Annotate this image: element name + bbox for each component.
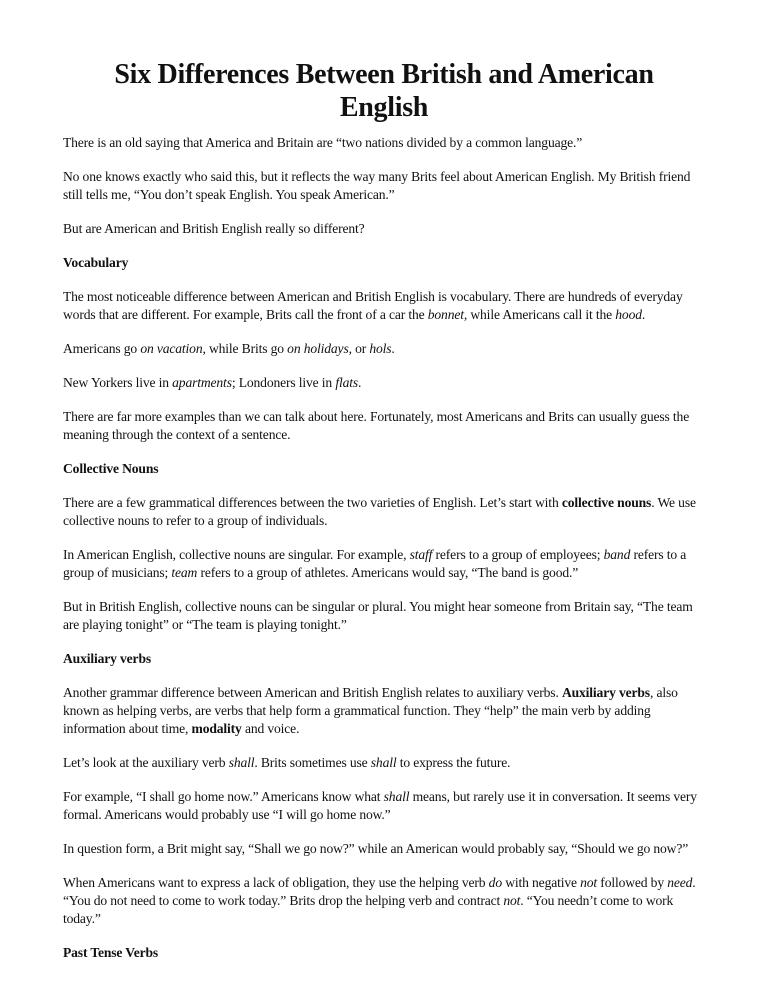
text-run: There are a few grammatical differences between the two varieties of English. Let’s start with (63, 495, 562, 510)
bold-term: collective nouns (561, 495, 652, 510)
text-run: . We use collective nouns to refer to a group of individuals. (63, 495, 696, 528)
paragraph-collective-british: But in British English, collective nouns can be singular or plural. You might hear someone from Britain say, “The team are playing tonight” or “The team is playing tonight.” (63, 599, 693, 632)
paragraph-intro-quote: No one knows exactly who said this, but it reflects the way many Brits feel about American English. My British friend still tells me, “You don’t speak English. You speak American.” (63, 169, 691, 202)
document-page (63, 58, 705, 978)
paragraph-auxiliary-intro (63, 684, 705, 738)
italic-term: bonnet (427, 307, 464, 322)
italic-term: staff (409, 547, 433, 562)
paragraph-intro-question: But are American and British English really so different? (63, 221, 365, 236)
text-run: For example, “I shall go home now.” Americans know what (63, 789, 384, 804)
paragraph-shall-example (63, 788, 705, 824)
text-run: , while Brits go (202, 341, 288, 356)
text-run: New Yorkers live in (63, 375, 173, 390)
text-run: Another grammar difference between American and British English relates to auxiliary verbs. (63, 685, 562, 700)
text-run: , while Americans call it the (463, 307, 616, 322)
text-run: . Brits sometimes use (254, 755, 371, 770)
paragraph-obligation (63, 874, 705, 928)
text-run: . (391, 341, 395, 356)
text-run: and voice. (241, 721, 300, 736)
bold-term: modality (191, 721, 242, 736)
paragraph-collective-american (63, 546, 705, 582)
italic-term: band (603, 547, 631, 562)
text-run: to express the future. (396, 755, 511, 770)
paragraph-question-form: In question form, a Brit might say, “Shall we go now?” while an American would probably say, “Should we go now?” (63, 841, 689, 856)
section-heading-vocabulary: Vocabulary (63, 255, 129, 270)
italic-term: need (667, 875, 693, 890)
text-run: . “You do not need to come to work today.” Brits drop the helping verb and contract (63, 875, 696, 908)
paragraph-vacation (63, 340, 705, 358)
italic-term: do (488, 875, 502, 890)
italic-term: team (171, 565, 198, 580)
italic-term: shall (370, 755, 397, 770)
text-run: In American English, collective nouns are singular. For example, (63, 547, 410, 562)
italic-term: hood (615, 307, 642, 322)
text-run: refers to a group of musicians; (63, 547, 687, 580)
text-run: followed by (597, 875, 668, 890)
document-title: Six Differences Between British and American English (114, 59, 654, 123)
section-heading-auxiliary-verbs: Auxiliary verbs (63, 651, 151, 666)
text-run: , also known as helping verbs, are verbs that help form a grammatical function. They “help” the main verb by adding information about time, (63, 685, 678, 736)
section-heading-collective-nouns: Collective Nouns (63, 461, 159, 476)
text-run: with negative (501, 875, 581, 890)
section-heading-past-tense-verbs: Past Tense Verbs (63, 945, 159, 960)
text-run: The most noticeable difference between American and British English is vocabulary. There are hundreds of everyday words that are different. For example, Brits call the front of a car the (63, 289, 683, 322)
paragraph-vocabulary (63, 288, 705, 324)
italic-term: flats (335, 375, 358, 390)
paragraph-apartments (63, 374, 705, 392)
paragraph-more-examples: There are far more examples than we can talk about here. Fortunately, most Americans and Brits can usually guess the meaning through the context of a sentence. (63, 409, 690, 442)
text-run: refers to a group of employees; (432, 547, 604, 562)
text-run: Americans go (63, 341, 141, 356)
paragraph-shall (63, 754, 705, 772)
text-run: . “You needn’t come to work today.” (63, 893, 674, 926)
text-run: . (357, 375, 362, 390)
bold-term: Auxiliary verbs (561, 685, 650, 700)
italic-term: hols (369, 341, 392, 356)
text-run: Let’s look at the auxiliary verb (63, 755, 229, 770)
italic-term: apartments (172, 375, 232, 390)
text-run: When Americans want to express a lack of obligation, they use the helping verb (63, 875, 489, 890)
italic-term: shall (383, 789, 410, 804)
italic-term: shall (228, 755, 255, 770)
text-run: . (641, 307, 646, 322)
italic-term: not (580, 875, 598, 890)
text-run: ; Londoners live in (231, 375, 336, 390)
italic-term: not (503, 893, 521, 908)
text-run: or (351, 341, 370, 356)
paragraph-collective-intro (63, 494, 705, 530)
paragraph-intro-saying: There is an old saying that America and Britain are “two nations divided by a common language.” (63, 135, 583, 150)
italic-term: on holidays, (287, 341, 352, 356)
text-run: refers to a group of athletes. Americans would say, “The band is good.” (197, 565, 579, 580)
italic-term: on vacation (140, 341, 203, 356)
text-run: means, but rarely use it in conversation. It seems very formal. Americans would probably use “I will go home now.” (63, 789, 697, 822)
